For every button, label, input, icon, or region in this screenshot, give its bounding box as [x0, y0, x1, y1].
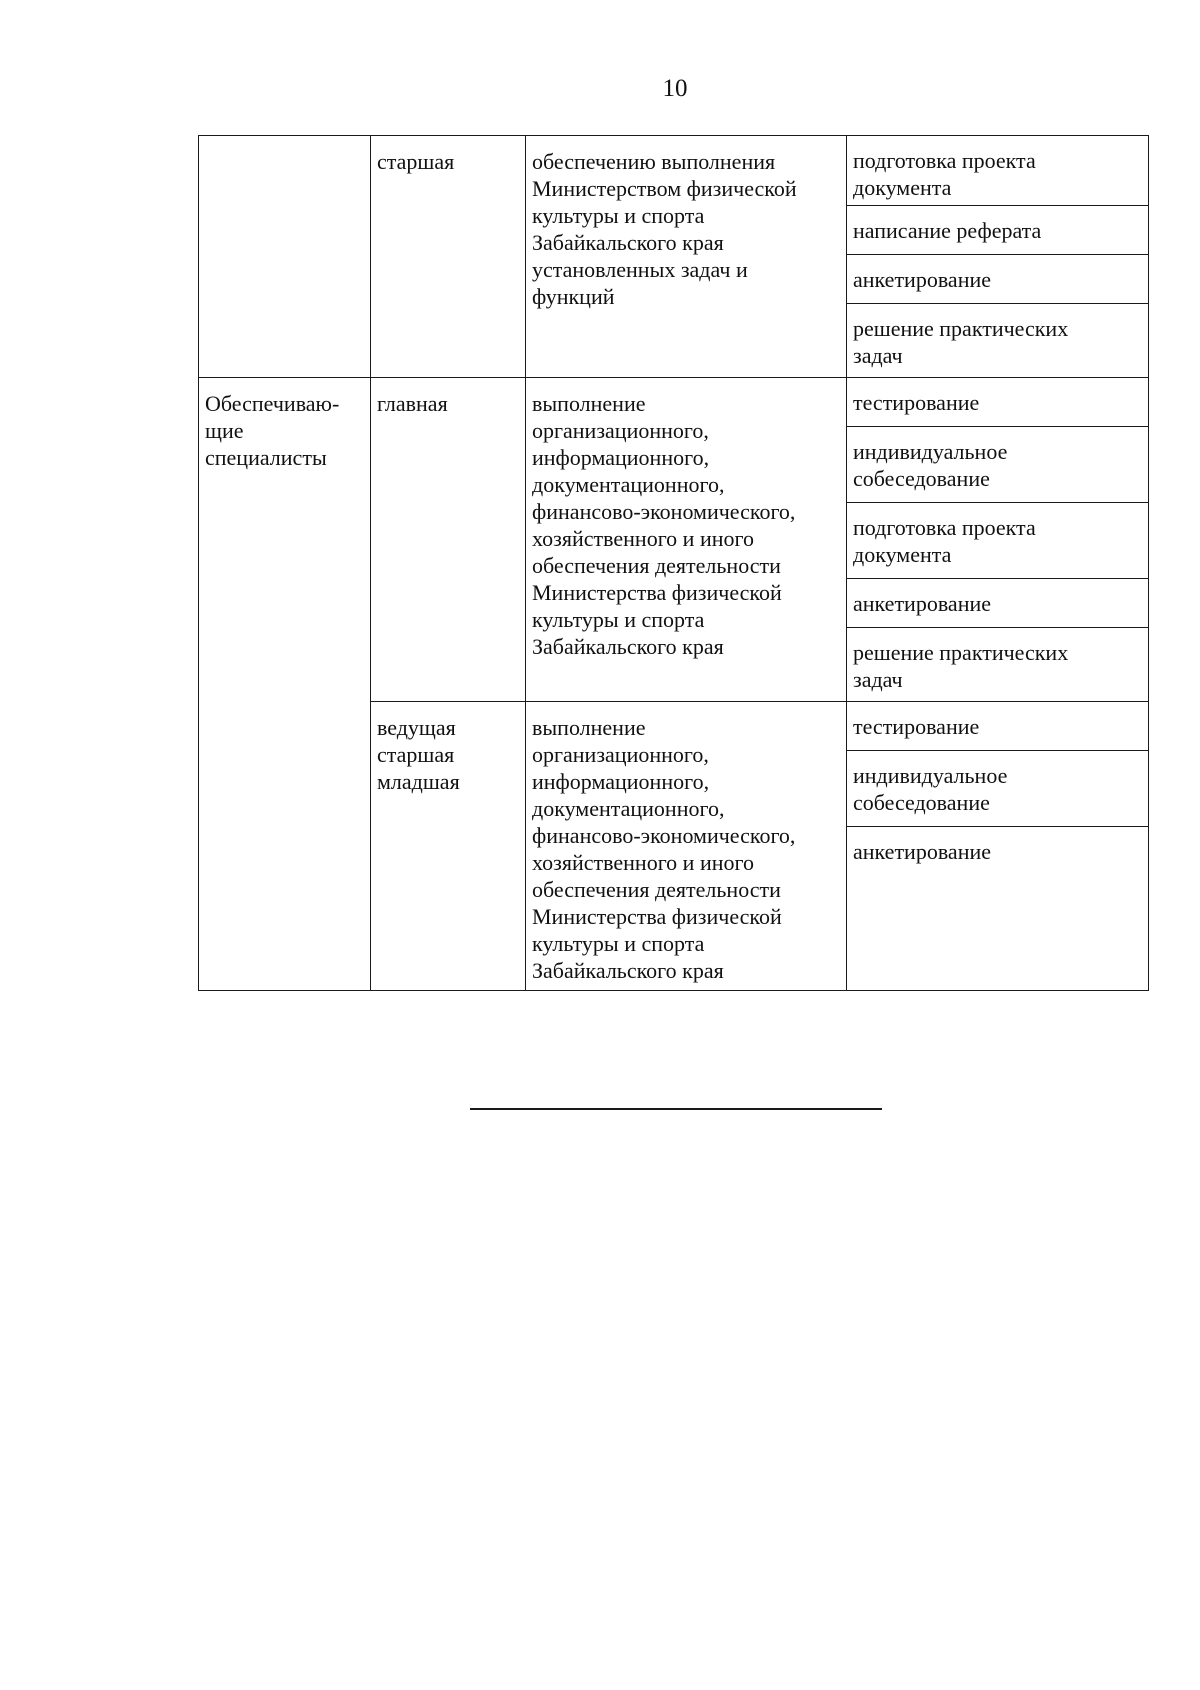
level-cell — [371, 136, 526, 378]
table-row — [199, 136, 1149, 378]
functions-cell — [526, 702, 847, 991]
methods-cell — [847, 702, 1149, 991]
qualification-table — [198, 135, 1149, 991]
method-item: решение практических задач — [853, 316, 1069, 368]
method-item: анкетирование — [847, 255, 1148, 304]
functions-text: обеспечению выполнения Министерством физической культуры и спорта Забайкальского края установленных задач и функций — [532, 149, 797, 309]
methods-list — [847, 702, 1148, 990]
methods-list — [847, 378, 1148, 701]
method-item: анкетирование — [847, 579, 1148, 628]
functions-cell — [526, 136, 847, 378]
methods-cell — [847, 136, 1149, 378]
level-cell — [371, 378, 526, 702]
method-item: анкетирование — [853, 839, 992, 864]
functions-cell — [526, 378, 847, 702]
qualification-table-wrap — [198, 135, 1149, 991]
group-cell — [199, 378, 371, 991]
position-level: главная — [377, 391, 448, 416]
method-item: подготовка проекта документа — [847, 503, 1148, 579]
method-item: решение практических задач — [853, 640, 1069, 692]
functions-text: выполнение организационного, информационного, документационного, финансово-экономического, хозяйственного и иного обеспечения деятельности Министерства физической культуры и спорта Забайкальского края — [532, 715, 796, 983]
method-item: подготовка проекта документа — [847, 136, 1148, 206]
group-label — [199, 136, 370, 148]
methods-list — [847, 136, 1148, 377]
methods-cell — [847, 378, 1149, 702]
method-item: написание реферата — [847, 206, 1148, 255]
position-level: старшая — [377, 149, 455, 174]
position-level: ведущая старшая младшая — [377, 715, 460, 794]
table-row — [199, 378, 1149, 702]
method-item: индивидуальное собеседование — [847, 751, 1148, 827]
functions-text: выполнение организационного, информационного, документационного, финансово-экономического, хозяйственного и иного обеспечения деятельности Министерства физической культуры и спорта Забайкальского края — [532, 391, 796, 659]
group-cell — [199, 136, 371, 378]
group-label: Обеспечиваю- щие специалисты — [205, 391, 340, 470]
method-item: тестирование — [847, 702, 1148, 751]
level-cell — [371, 702, 526, 991]
page-number: 10 — [662, 75, 688, 102]
method-item: индивидуальное собеседование — [847, 427, 1148, 503]
end-rule — [470, 1108, 882, 1110]
method-item: тестирование — [847, 378, 1148, 427]
